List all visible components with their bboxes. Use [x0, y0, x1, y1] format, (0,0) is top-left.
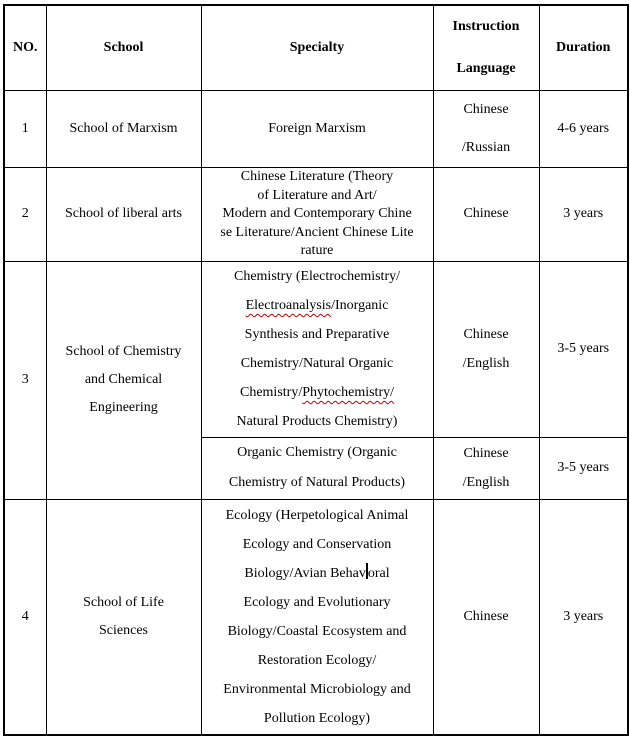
language-line: /English [462, 356, 510, 371]
row3b-duration[interactable] [539, 437, 628, 499]
text-before-caret: Biology/Avian Behav [244, 565, 366, 581]
misspelled-word: Electroanalysis [245, 298, 332, 313]
school-name-line: Sciences [99, 622, 148, 638]
specialty-line: Modern and Contemporary Chine [222, 206, 412, 221]
table-row [4, 168, 628, 262]
header-duration[interactable] [539, 5, 628, 91]
table-row [4, 91, 628, 168]
row2-school[interactable] [46, 168, 201, 262]
specialty-line: rature [300, 243, 334, 258]
school-name-line: and Chemical [84, 372, 163, 387]
row3a-specialty[interactable] [201, 261, 433, 437]
specialty-line: Restoration Ecology/ [257, 652, 377, 668]
header-language-line: Instruction [452, 19, 520, 34]
language-line: Chinese [463, 327, 509, 342]
header-row [4, 5, 628, 91]
specialty-line: Pollution Ecology) [263, 710, 371, 726]
row1-language[interactable] [433, 91, 539, 168]
row-number: 3 [21, 372, 29, 387]
language-line: Chinese [463, 446, 509, 461]
row1-specialty[interactable] [201, 91, 433, 168]
header-no-label: NO. [13, 40, 38, 55]
row3a-duration[interactable] [539, 261, 628, 437]
school-name: School of liberal arts [64, 206, 183, 222]
row3-no[interactable] [4, 261, 46, 499]
specialty-line: Ecology and Evolutionary [243, 594, 391, 610]
language-line: /Russian [461, 140, 511, 155]
duration-text: 3 years [563, 608, 604, 624]
specialty-line: Chinese Literature (Theory [240, 169, 394, 184]
header-instruction-language[interactable] [433, 5, 539, 91]
row4-duration[interactable] [539, 499, 628, 735]
specialty-line: Biology/Coastal Ecosystem and [227, 623, 407, 639]
misspelled-word: Phytochemistry/ [302, 385, 394, 400]
header-specialty-label: Specialty [289, 40, 345, 55]
programs-table [3, 4, 629, 736]
specialty-line: Organic Chemistry (Organic [237, 445, 397, 460]
language-line: /English [462, 475, 510, 490]
row4-school[interactable] [46, 499, 201, 735]
specialty-line: Chemistry (Electrochemistry/ [233, 269, 400, 284]
header-no[interactable] [4, 5, 46, 91]
row1-school[interactable] [46, 91, 201, 168]
row1-duration[interactable] [539, 91, 628, 168]
school-name-line: School of Life [83, 594, 164, 610]
specialty-line-text: Chemistry/ [239, 385, 303, 400]
duration-text: 3-5 years [557, 341, 610, 356]
header-language-line: Language [456, 61, 516, 76]
specialty-line: Ecology (Herpetological Animal [225, 507, 409, 523]
row4-language[interactable] [433, 499, 539, 735]
specialty-line: Natural Products Chemistry) [236, 414, 398, 429]
text-after-caret: oral [367, 565, 390, 581]
row2-no[interactable] [4, 168, 46, 262]
row3a-language[interactable] [433, 261, 539, 437]
specialty-line: Ecology and Conservation [242, 536, 392, 552]
specialty-line: Chemistry of Natural Products) [228, 475, 406, 490]
row2-specialty[interactable] [201, 168, 433, 262]
language-text: Chinese [463, 206, 509, 222]
header-school[interactable] [46, 5, 201, 91]
specialty-line [204, 559, 431, 588]
specialty-line [204, 378, 431, 407]
specialty-line: Chemistry/Natural Organic [240, 356, 394, 371]
specialty-line: se Literature/Ancient Chinese Lite [220, 224, 414, 240]
specialty-line: Environmental Microbiology and [223, 681, 411, 697]
table-row [4, 499, 628, 735]
header-specialty[interactable] [201, 5, 433, 91]
row4-specialty[interactable] [201, 499, 433, 735]
row-number: 1 [21, 121, 29, 136]
school-name: School of Marxism [69, 121, 178, 136]
school-name-line: School of Chemistry [65, 344, 182, 359]
row2-language[interactable] [433, 168, 539, 262]
table-row [4, 261, 628, 437]
row4-no[interactable] [4, 499, 46, 735]
row-number: 4 [21, 608, 29, 624]
row3b-language[interactable] [433, 437, 539, 499]
row2-duration[interactable] [539, 168, 628, 262]
specialty-line-text: /Inorganic [331, 298, 389, 313]
specialty-text: Foreign Marxism [268, 121, 366, 136]
duration-text: 4-6 years [557, 121, 610, 136]
header-duration-label: Duration [556, 40, 611, 55]
language-text: Chinese [463, 608, 509, 624]
specialty-line: of Literature and Art/ [257, 187, 377, 203]
school-name-line: Engineering [89, 400, 158, 415]
row-number: 2 [21, 206, 29, 222]
duration-text: 3 years [563, 206, 604, 222]
row3b-specialty[interactable] [201, 437, 433, 499]
duration-text: 3-5 years [557, 460, 610, 475]
row1-no[interactable] [4, 91, 46, 168]
specialty-line: Synthesis and Preparative [244, 327, 390, 342]
header-school-label: School [103, 40, 144, 55]
row3-school[interactable] [46, 261, 201, 499]
language-line: Chinese [463, 102, 509, 117]
specialty-line [204, 291, 431, 320]
